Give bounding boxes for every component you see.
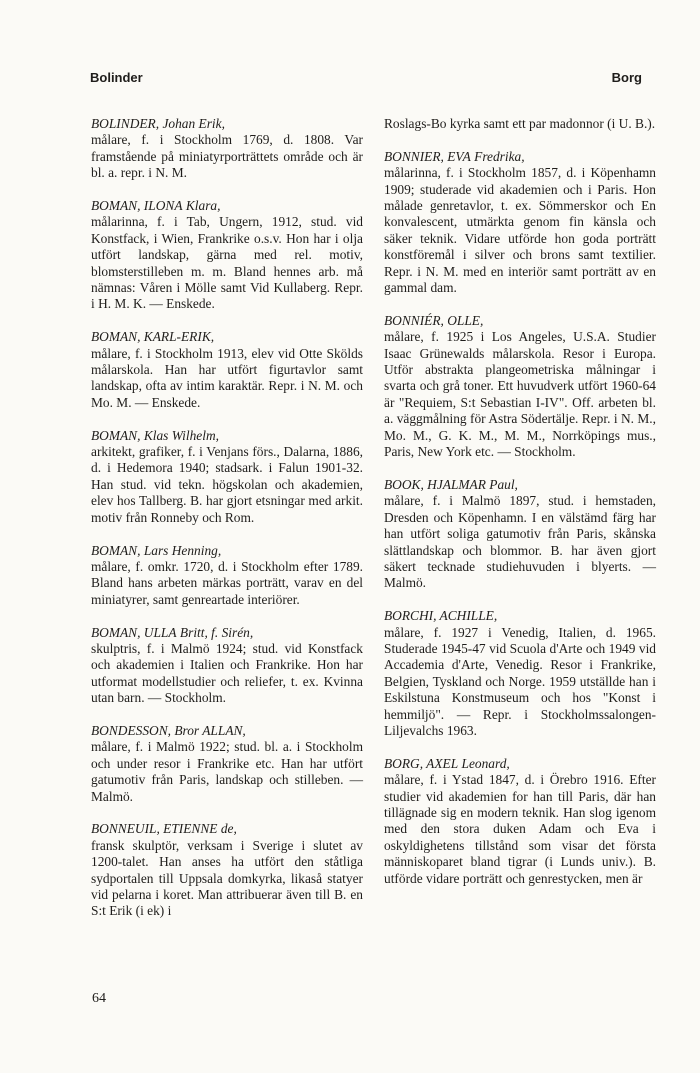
- entry-surname: BORG, AXEL: [384, 755, 459, 771]
- entry-text: målare, f. 1925 i Los Angeles, U.S.A. Studier Isaac Grünewalds målarskola. Resor i Europa. Utför abstrakta plangeometriska målningar i svarta och grå toner. Ett huvudverk utfört 1960-64 är "Requiem, S:t Sebastian I-IV". Off. arbeten bl. a. väggmålning för Astra Södertälje. Repr. i N. M., Mo. M., G. K. M., M. M., Norrköpings mus., Paris, New York etc. — Stockholm.: [384, 329, 656, 460]
- entry-given-name: Johan Erik,: [162, 116, 225, 131]
- entry-surname: BOOK, HJALMAR: [384, 476, 486, 492]
- entry-heading: [91, 116, 363, 132]
- entry-surname: BOMAN, KARL-ERIK,: [91, 329, 215, 345]
- entry-heading: [91, 543, 363, 559]
- entry-given-name: Paul,: [489, 476, 518, 492]
- entry-given-name: Bror ALLAN,: [174, 722, 246, 738]
- entry-text: målare, f. i Malmö 1922; stud. bl. a. i Stockholm och under resor i Frankrike etc. Han har utfört gatumotiv från Paris, landskap och stilleben. — Malmö.: [91, 739, 363, 804]
- entry-surname: BORCHI, ACHILLE,: [384, 608, 498, 624]
- entry-surname: BONNIER, EVA: [384, 148, 471, 164]
- entry-heading: [384, 756, 656, 772]
- entry: [384, 608, 656, 739]
- entry-surname: BONNEUIL, ETIENNE: [91, 821, 218, 837]
- entry: [384, 149, 656, 297]
- entry-heading: [91, 428, 363, 444]
- entry-given-name: Britt, f. Sirén,: [179, 624, 254, 640]
- entry: [91, 329, 363, 411]
- entry-heading: [384, 608, 656, 624]
- running-header-left: Bolinder: [90, 70, 143, 85]
- entry-surname: BOMAN, ULLA: [91, 624, 177, 640]
- entry-heading: [91, 723, 363, 739]
- left-column: [91, 116, 363, 936]
- entry-surname: BOMAN,: [91, 427, 141, 443]
- entry: [91, 543, 363, 609]
- entry-text: målare, f. i Malmö 1897, stud. i hemstaden, Dresden och Köpenhamn. I en välstämd färg har han utfört soliga gatumotiv från Paris, skånska slättlandskap och blommor. B. har även gjort säkert tecknade studiehuvuden i blyerts. — Malmö.: [384, 493, 656, 591]
- right-column: [384, 116, 656, 903]
- entry-given-name: Fredrika,: [474, 148, 525, 164]
- entry: [91, 116, 363, 182]
- entry-given-name: Klara,: [185, 198, 221, 214]
- entry-given-name: Lars Henning,: [143, 542, 222, 558]
- entry-text: målare, f. i Stockholm 1913, elev vid Otte Skölds målarskola. Han har utfört figurtavlor samt landskap, ofta av intim karaktär. Repr. i N. M. och Mo. M. — Enskede.: [91, 345, 363, 410]
- entry-text: målare, f. i Stockholm 1769, d. 1808. Var framstående på miniatyrporträttets område och är bl. a. repr. i N. M.: [91, 132, 363, 181]
- entry-text: arkitekt, grafiker, f. i Venjans förs., Dalarna, 1886, d. i Hedemora 1940; stadsark. i Falun 1901-32. Han stud. vid tekn. högskolan och akademien, elev hos Tallberg. B. har gjort etsningar med arkit. motiv från Ronneby och Rom.: [91, 444, 363, 525]
- entry: [91, 198, 363, 313]
- entry-surname: BOMAN,: [91, 542, 141, 558]
- entry-surname: BOMAN, ILONA: [91, 198, 183, 214]
- entry-heading: [384, 477, 656, 493]
- entry-text: skulptris, f. i Malmö 1924; stud. vid Konstfack och akademien i Italien och Frankrike. Hon har utformat modellstudier och reliefer, t. ex. Kvinna utan barn. — Stockholm.: [91, 640, 363, 706]
- entry-heading: [91, 821, 363, 837]
- entry-heading: [91, 329, 363, 345]
- entry: [91, 625, 363, 707]
- entry-surname: BONDESSON,: [91, 722, 171, 738]
- entry-text: Roslags-Bo kyrka samt ett par madonnor (i U. B.).: [384, 116, 656, 131]
- entry-surname: BONNIÉR, OLLE,: [384, 312, 484, 328]
- entry-heading: [91, 625, 363, 641]
- entry-text: målare, f. 1927 i Venedig, Italien, d. 1965. Studerade 1945-47 vid Scuola d'Arte och 1949 vid Accademia d'Arte, Venedig. Resor i Frankrike, Belgien, Tyskland och Norge. 1959 utställde han i Eskilstuna Konstmuseum och hos "Konst i hemmiljö". — Repr. i Stockholmssalongen-Liljevalchs 1963.: [384, 624, 656, 738]
- entry: [91, 428, 363, 526]
- entry: [384, 756, 656, 887]
- entry-surname: BOLINDER,: [91, 116, 160, 131]
- entry-text: målare, f. i Ystad 1847, d. i Örebro 1916. Efter studier vid akademien for han till Paris, där han tillägnade sig en modern teknik. Han slog igenom med den stora duken Adam och Eva i oskyldighetens tillstånd som visar det första människoparet bland tigrar (i Lunds univ.). B. utförde vidare porträtt och genrestycken, men är: [384, 772, 656, 886]
- entry-text: målarinna, f. i Tab, Ungern, 1912, stud. vid Konstfack, i Wien, Frankrike o.s.v. Hon har i olja utfört landskap, gärna med rel. motiv, blomsterstilleben m. m. Bland hennes arb. må nämnas: Våren i Mölle samt Vid Kullaberg. Repr. i H. M. K. — Enskede.: [91, 214, 363, 312]
- entry-text: målarinna, f. i Stockholm 1857, d. i Köpenhamn 1909; studerade vid akademien och i Paris. Hon målade genretavlor, t. ex. Sömmerskor och En konvalescent, utmärkta genom fin känsla och säker teknik. Vidare utförde hon goda porträtt konstföremål i silver och brons samt textilier. Repr. i N. M. med en interiör samt porträtt av en gammal dam.: [384, 165, 656, 296]
- page-number: 64: [92, 991, 106, 1006]
- entry-continuation: [384, 116, 656, 132]
- entry: [384, 477, 656, 592]
- entry-heading: [384, 313, 656, 329]
- entry-heading: [384, 149, 656, 165]
- entry-heading: [91, 198, 363, 214]
- entry-given-name: Klas Wilhelm,: [143, 427, 219, 443]
- entry: [91, 821, 363, 919]
- entry: [384, 313, 656, 461]
- entry-text: fransk skulptör, verksam i Sverige i slutet av 1200-talet. Han anses ha utfört den ståtliga sydportalen till Uppsala domkyrka, likaså statyer vid pelarna i koret. Man attribuerar även till B. en S:t Erik (i ek) i: [91, 837, 363, 919]
- entry-given-name: Leonard,: [461, 755, 510, 771]
- running-header-right: Borg: [611, 70, 642, 85]
- entry-text: målare, f. omkr. 1720, d. i Stockholm efter 1789. Bland hans arbeten märkas porträtt, varav en del miniatyrer, samt genreartade interiörer.: [91, 558, 363, 607]
- entry: [91, 723, 363, 805]
- entry-given-name: de,: [220, 821, 237, 837]
